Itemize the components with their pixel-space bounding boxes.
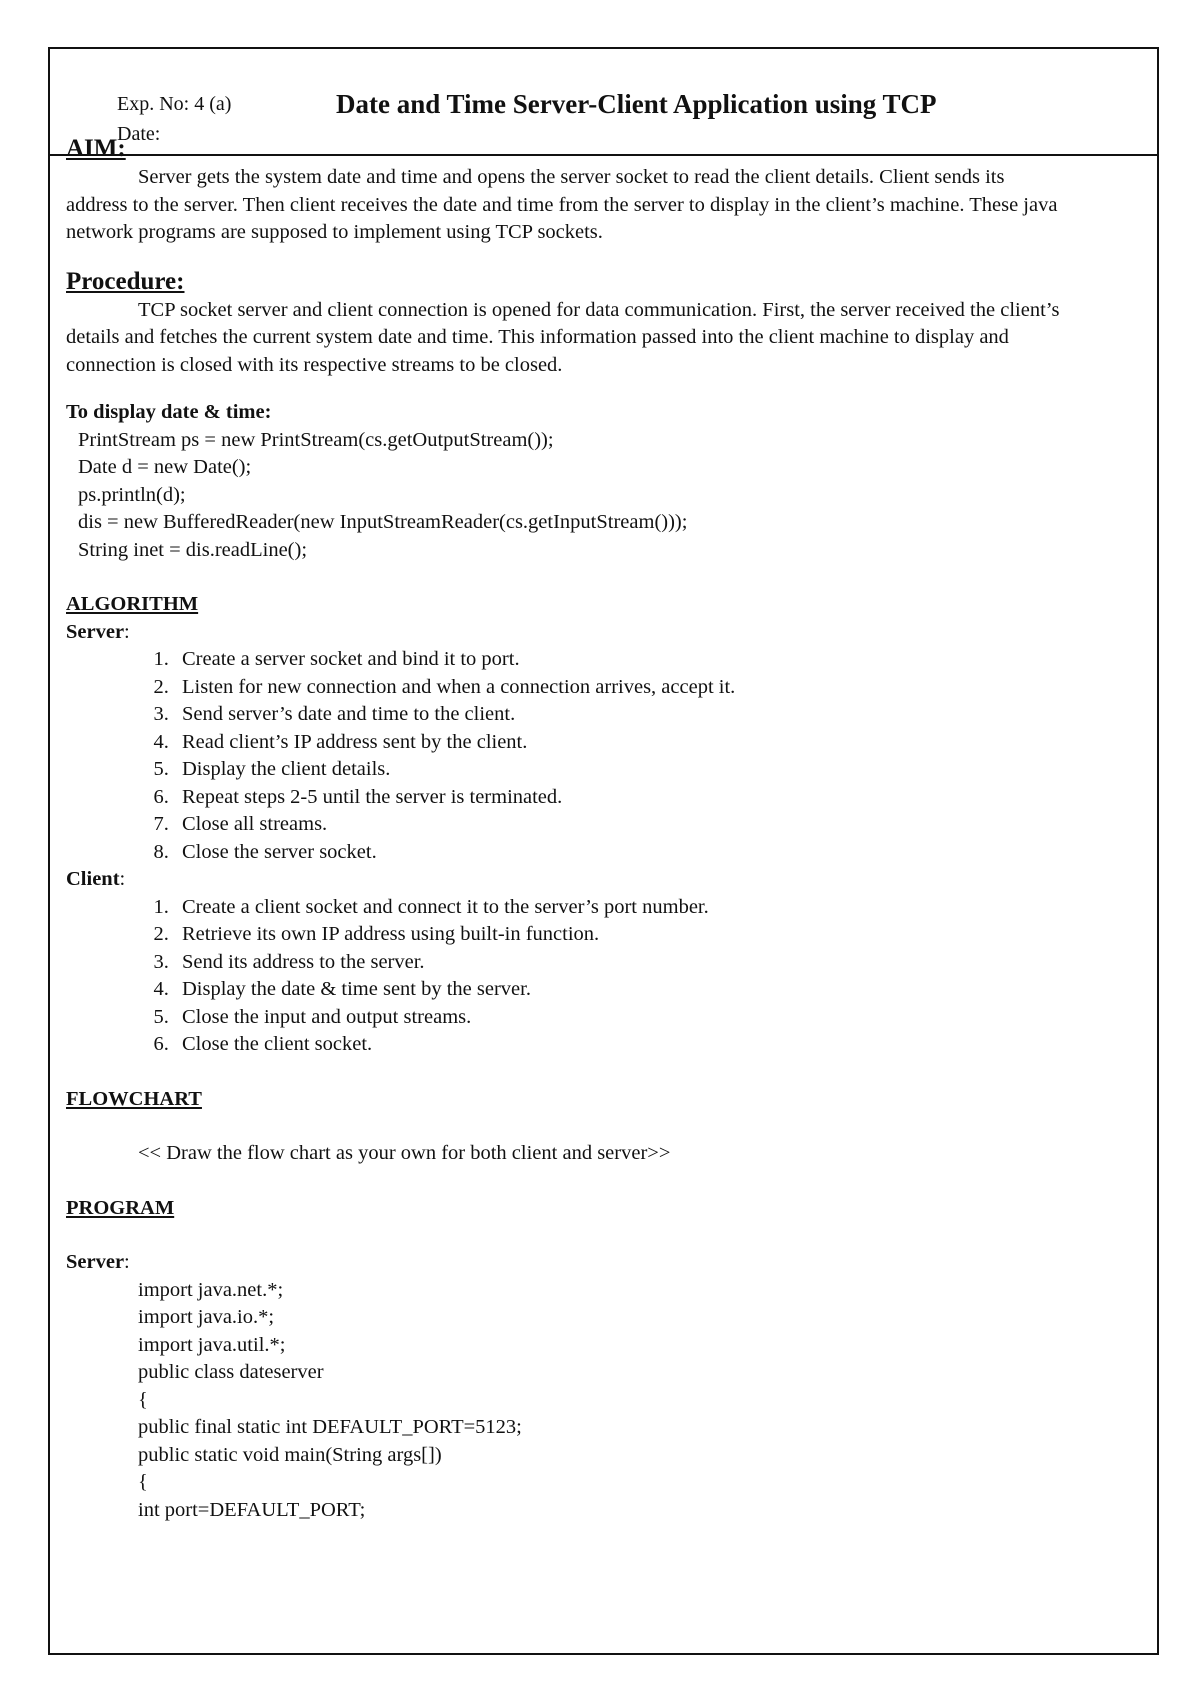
client-steps-list (66, 894, 1066, 1059)
list-item: 4. Read client’s IP address sent by the client. (174, 729, 1066, 757)
list-item: 7. Close all streams. (174, 811, 1066, 839)
display-heading: To display date & time: (66, 401, 272, 423)
list-item: 6. Repeat steps 2-5 until the server is terminated. (174, 784, 1066, 812)
list-item: 6. Close the client socket. (174, 1031, 1066, 1059)
flowchart-note: << Draw the flow chart as your own for both client and server>> (138, 1142, 671, 1164)
code-line: PrintStream ps = new PrintStream(cs.getOutputStream()); (78, 428, 554, 451)
code-line: Date d = new Date(); (78, 456, 252, 478)
program-heading: PROGRAM (66, 1196, 175, 1219)
aim-heading: AIM: (66, 135, 126, 162)
program-server-label: Server: (66, 1251, 130, 1273)
display-code (66, 427, 1066, 565)
list-item: 8. Close the server socket. (174, 839, 1066, 867)
exp-number: Exp. No: 4 (a) (117, 93, 232, 115)
code-line: ps.println(d); (78, 483, 186, 506)
code-line: import java.io.*; (138, 1306, 275, 1328)
code-line: import java.util.*; (138, 1333, 286, 1356)
code-line: public final static int DEFAULT_PORT=5123; (138, 1416, 522, 1438)
algorithm-heading: ALGORITHM (66, 593, 199, 615)
list-item: 4. Display the date & time sent by the server. (174, 976, 1066, 1004)
algorithm-server-label: Server: (66, 620, 130, 643)
algorithm-client-label: Client: (66, 868, 126, 890)
code-line: String inet = dis.readLine(); (78, 538, 308, 561)
date-label: Date: (117, 123, 161, 145)
program-code (66, 1277, 1066, 1525)
code-line: { (138, 1388, 148, 1411)
code-line: int port=DEFAULT_PORT; (138, 1498, 366, 1521)
list-item: 2. Listen for new connection and when a connection arrives, accept it. (174, 674, 1066, 702)
procedure-heading: Procedure: (66, 267, 185, 295)
flowchart-heading: FLOWCHART (66, 1087, 202, 1110)
code-line: { (138, 1471, 148, 1493)
procedure-text: TCP socket server and client connection is opened for data communication. First, the server received the client’s details and fetches the current system date and time. This information passed into the client machine to display and connection is closed with its respective streams to be closed. (66, 298, 1060, 376)
list-item: 5. Close the input and output streams. (174, 1004, 1066, 1032)
code-line: dis = new BufferedReader(new InputStreamReader(cs.getInputStream())); (78, 511, 688, 533)
page-title: Date and Time Server-Client Application using TCP (336, 89, 937, 119)
list-item: 3. Send its address to the server. (174, 949, 1066, 977)
code-line: public static void main(String args[]) (138, 1443, 442, 1466)
code-line: public class dateserver (138, 1361, 324, 1383)
list-item: 1. Create a server socket and bind it to port. (174, 646, 1066, 674)
list-item: 2. Retrieve its own IP address using built-in function. (174, 921, 1066, 949)
list-item: 1. Create a client socket and connect it to the server’s port number. (174, 894, 1066, 922)
aim-text: Server gets the system date and time and opens the server socket to read the client details. Client sends its address to the server. Then client receives the date and time from the server to display in the client’s machine. These java network programs are supposed to implement using TCP sockets. (66, 166, 1058, 243)
document-body (66, 134, 1066, 1524)
list-item: 5. Display the client details. (174, 756, 1066, 784)
list-item: 3. Send server’s date and time to the client. (174, 701, 1066, 729)
code-line: import java.net.*; (138, 1278, 284, 1301)
server-steps-list (66, 646, 1066, 866)
